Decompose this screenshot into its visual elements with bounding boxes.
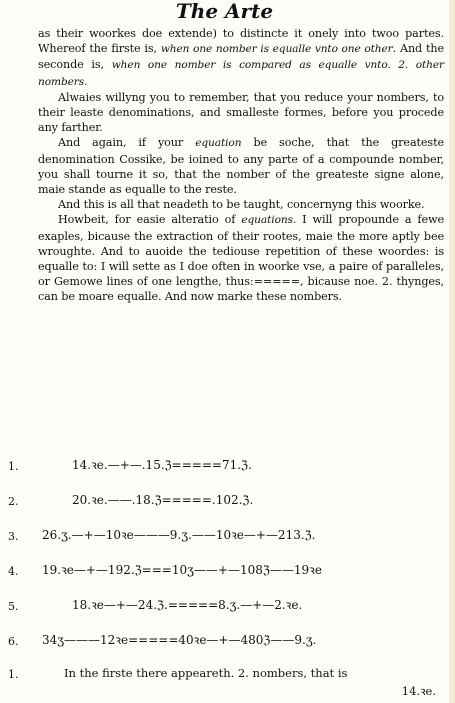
body-text [38, 26, 444, 305]
paragraph-1 [38, 26, 444, 90]
equation-number: 1. [8, 460, 19, 473]
equation-expression: 19.ꝛe—+—192.ℨ===10ʒ——+—108ℨ——19ꝛe [42, 563, 322, 577]
equation-row [0, 452, 449, 487]
p5-part-a: Howbeit, for easie alteratio of [58, 213, 242, 227]
footer-text: In the firste there appeareth. 2. nombers, that is [64, 666, 348, 680]
footer-number: 1. [8, 668, 19, 681]
equation-list [0, 452, 449, 662]
p1-part-a: as their woorkes doe extende) to distincte it onely into twoo partes. Whereof the firste is, [38, 27, 444, 56]
paragraph-3 [38, 135, 444, 197]
equation-expression: 20.ꝛe.——.18.ℨ=====.102.ℨ. [72, 493, 254, 507]
paragraph-5 [38, 212, 444, 304]
equation-number: 6. [8, 635, 19, 648]
p5-italic: equations. [241, 214, 297, 227]
p3-part-a: And again, if your [58, 136, 196, 150]
equation-expression: 18.ꝛe—+—24.ℨ.=====8.ʒ.—+—2.ꝛe. [72, 598, 303, 612]
equation-number: 2. [8, 495, 19, 508]
p1-italic-1: when one nomber is equalle vnto one other [160, 43, 393, 56]
p1-italic-2: when one nomber is compared as equalle vnto. 2. other nombers. [38, 59, 445, 88]
equation-row [0, 592, 449, 627]
equation-expression: 34ʒ———12ꝛe=====40ꝛe—+—480ℨ——9.ʒ. [42, 633, 317, 647]
equation-number: 3. [8, 530, 19, 543]
running-header: The Arte [175, 0, 274, 23]
p3-italic: equation [195, 137, 242, 150]
equation-number: 5. [8, 600, 19, 613]
footer-tail: 14.ꝛe. [401, 684, 436, 698]
equation-expression: 14.ꝛe.—+—.15.ℨ=====71.ℨ. [72, 458, 252, 472]
paragraph-2: Alwaies willyng you to remember, that you reduce your nombers, to their leaste denominations, and smalleste formes, before you procede any farther. [38, 90, 444, 135]
equation-row [0, 627, 449, 662]
equation-row [0, 487, 449, 522]
p1-part-c: . And the seconde is, [38, 42, 444, 72]
paragraph-4: And this is all that neadeth to be taught, concernyng this woorke. [58, 198, 425, 212]
equation-number: 4. [8, 565, 19, 578]
equation-row [0, 522, 449, 557]
p5-part-c: I will propounde a fewe exaples, bicause the extraction of their rootes, maie the more aptly bee wroughte. And to auoide the tediouse repetition of these woordes: is equalle to: I will sette as I doe often in woorke vse, a paire of paralleles, or Gemowe lines of one lengthe, thus:=====, bicause noe. 2. thynges, can be moare equalle. And now marke these nombers. [38, 213, 444, 304]
equation-row [0, 557, 449, 592]
p3-part-c: be soche, that the greateste denomination Cossike, be ioined to any parte of a compounde nomber, you shall tourne it so, that the nomber of the greateste signe alone, maie stande as equalle to the reste. [38, 136, 444, 197]
equation-expression: 26.ʒ.—+—10ꝛe———9.ʒ.——10ꝛe—+—213.ℨ. [42, 528, 316, 542]
